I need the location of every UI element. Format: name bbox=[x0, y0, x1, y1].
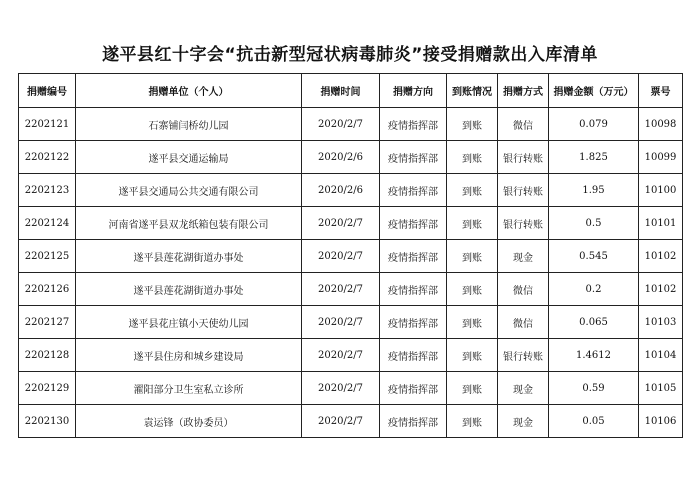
cell-method: 银行转账 bbox=[498, 339, 549, 372]
header-receipt-no: 票号 bbox=[639, 74, 683, 108]
cell-donor: 遂平县莲花湖街道办事处 bbox=[76, 240, 302, 273]
cell-arrival-status: 到账 bbox=[447, 174, 498, 207]
header-donor: 捐赠单位（个人） bbox=[76, 74, 302, 108]
cell-receipt-no: 10101 bbox=[639, 207, 683, 240]
cell-date: 2020/2/7 bbox=[302, 372, 380, 405]
cell-method: 微信 bbox=[498, 306, 549, 339]
header-donation-id: 捐赠编号 bbox=[19, 74, 76, 108]
cell-donor: 遂平县莲花湖街道办事处 bbox=[76, 273, 302, 306]
table-body bbox=[19, 108, 683, 438]
cell-date: 2020/2/7 bbox=[302, 405, 380, 438]
cell-receipt-no: 10102 bbox=[639, 273, 683, 306]
cell-arrival-status: 到账 bbox=[447, 306, 498, 339]
table-row bbox=[19, 141, 683, 174]
cell-direction: 疫情指挥部 bbox=[380, 405, 447, 438]
cell-direction: 疫情指挥部 bbox=[380, 372, 447, 405]
cell-donation-id: 2202128 bbox=[19, 339, 76, 372]
cell-amount: 1.95 bbox=[549, 174, 639, 207]
cell-donor: 石寨铺闫桥幼儿园 bbox=[76, 108, 302, 141]
cell-date: 2020/2/7 bbox=[302, 240, 380, 273]
cell-donation-id: 2202124 bbox=[19, 207, 76, 240]
donation-table bbox=[18, 73, 683, 438]
cell-date: 2020/2/7 bbox=[302, 306, 380, 339]
cell-method: 现金 bbox=[498, 372, 549, 405]
table-row bbox=[19, 405, 683, 438]
cell-direction: 疫情指挥部 bbox=[380, 339, 447, 372]
cell-arrival-status: 到账 bbox=[447, 273, 498, 306]
cell-direction: 疫情指挥部 bbox=[380, 108, 447, 141]
cell-date: 2020/2/6 bbox=[302, 174, 380, 207]
cell-direction: 疫情指挥部 bbox=[380, 141, 447, 174]
cell-date: 2020/2/7 bbox=[302, 207, 380, 240]
cell-donation-id: 2202121 bbox=[19, 108, 76, 141]
cell-direction: 疫情指挥部 bbox=[380, 306, 447, 339]
cell-arrival-status: 到账 bbox=[447, 339, 498, 372]
header-arrival-status: 到账情况 bbox=[447, 74, 498, 108]
cell-direction: 疫情指挥部 bbox=[380, 174, 447, 207]
document-title: 遂平县红十字会“抗击新型冠状病毒肺炎”接受捐赠款出入库清单 bbox=[102, 45, 598, 65]
cell-receipt-no: 10105 bbox=[639, 372, 683, 405]
cell-amount: 1.4612 bbox=[549, 339, 639, 372]
cell-arrival-status: 到账 bbox=[447, 372, 498, 405]
table-row bbox=[19, 273, 683, 306]
cell-amount: 0.2 bbox=[549, 273, 639, 306]
cell-donation-id: 2202125 bbox=[19, 240, 76, 273]
cell-amount: 0.065 bbox=[549, 306, 639, 339]
cell-receipt-no: 10104 bbox=[639, 339, 683, 372]
cell-date: 2020/2/7 bbox=[302, 108, 380, 141]
cell-amount: 0.05 bbox=[549, 405, 639, 438]
cell-direction: 疫情指挥部 bbox=[380, 207, 447, 240]
cell-amount: 0.545 bbox=[549, 240, 639, 273]
header-direction: 捐赠方向 bbox=[380, 74, 447, 108]
cell-arrival-status: 到账 bbox=[447, 108, 498, 141]
cell-method: 现金 bbox=[498, 405, 549, 438]
cell-receipt-no: 10106 bbox=[639, 405, 683, 438]
cell-receipt-no: 10102 bbox=[639, 240, 683, 273]
cell-donor: 河南省遂平县双龙纸箱包装有限公司 bbox=[76, 207, 302, 240]
header-date: 捐赠时间 bbox=[302, 74, 380, 108]
cell-arrival-status: 到账 bbox=[447, 240, 498, 273]
cell-amount: 0.079 bbox=[549, 108, 639, 141]
cell-date: 2020/2/7 bbox=[302, 273, 380, 306]
cell-arrival-status: 到账 bbox=[447, 405, 498, 438]
table-row bbox=[19, 240, 683, 273]
cell-date: 2020/2/6 bbox=[302, 141, 380, 174]
cell-donation-id: 2202126 bbox=[19, 273, 76, 306]
cell-donation-id: 2202127 bbox=[19, 306, 76, 339]
table-row bbox=[19, 108, 683, 141]
cell-receipt-no: 10098 bbox=[639, 108, 683, 141]
table-row bbox=[19, 339, 683, 372]
cell-donor: 遂平县交通运输局 bbox=[76, 141, 302, 174]
cell-arrival-status: 到账 bbox=[447, 207, 498, 240]
cell-amount: 0.5 bbox=[549, 207, 639, 240]
cell-amount: 1.825 bbox=[549, 141, 639, 174]
cell-method: 银行转账 bbox=[498, 174, 549, 207]
cell-method: 微信 bbox=[498, 273, 549, 306]
cell-donor: 濯阳部分卫生室私立诊所 bbox=[76, 372, 302, 405]
cell-donation-id: 2202129 bbox=[19, 372, 76, 405]
table-row bbox=[19, 207, 683, 240]
cell-receipt-no: 10103 bbox=[639, 306, 683, 339]
table-row bbox=[19, 306, 683, 339]
cell-donation-id: 2202130 bbox=[19, 405, 76, 438]
cell-donor: 遂平县交通局公共交通有限公司 bbox=[76, 174, 302, 207]
cell-method: 微信 bbox=[498, 108, 549, 141]
header-method: 捐赠方式 bbox=[498, 74, 549, 108]
cell-donor: 遂平县花庄镇小天使幼儿园 bbox=[76, 306, 302, 339]
cell-method: 现金 bbox=[498, 240, 549, 273]
cell-direction: 疫情指挥部 bbox=[380, 240, 447, 273]
header-row bbox=[19, 74, 683, 108]
cell-receipt-no: 10099 bbox=[639, 141, 683, 174]
header-amount: 捐赠金额（万元） bbox=[549, 74, 639, 108]
cell-method: 银行转账 bbox=[498, 141, 549, 174]
cell-date: 2020/2/7 bbox=[302, 339, 380, 372]
cell-direction: 疫情指挥部 bbox=[380, 273, 447, 306]
cell-arrival-status: 到账 bbox=[447, 141, 498, 174]
cell-donor: 遂平县住房和城乡建设局 bbox=[76, 339, 302, 372]
cell-amount: 0.59 bbox=[549, 372, 639, 405]
cell-donation-id: 2202122 bbox=[19, 141, 76, 174]
cell-method: 银行转账 bbox=[498, 207, 549, 240]
table-row bbox=[19, 174, 683, 207]
cell-donation-id: 2202123 bbox=[19, 174, 76, 207]
table-row bbox=[19, 372, 683, 405]
cell-receipt-no: 10100 bbox=[639, 174, 683, 207]
cell-donor: 袁运锋（政协委员） bbox=[76, 405, 302, 438]
